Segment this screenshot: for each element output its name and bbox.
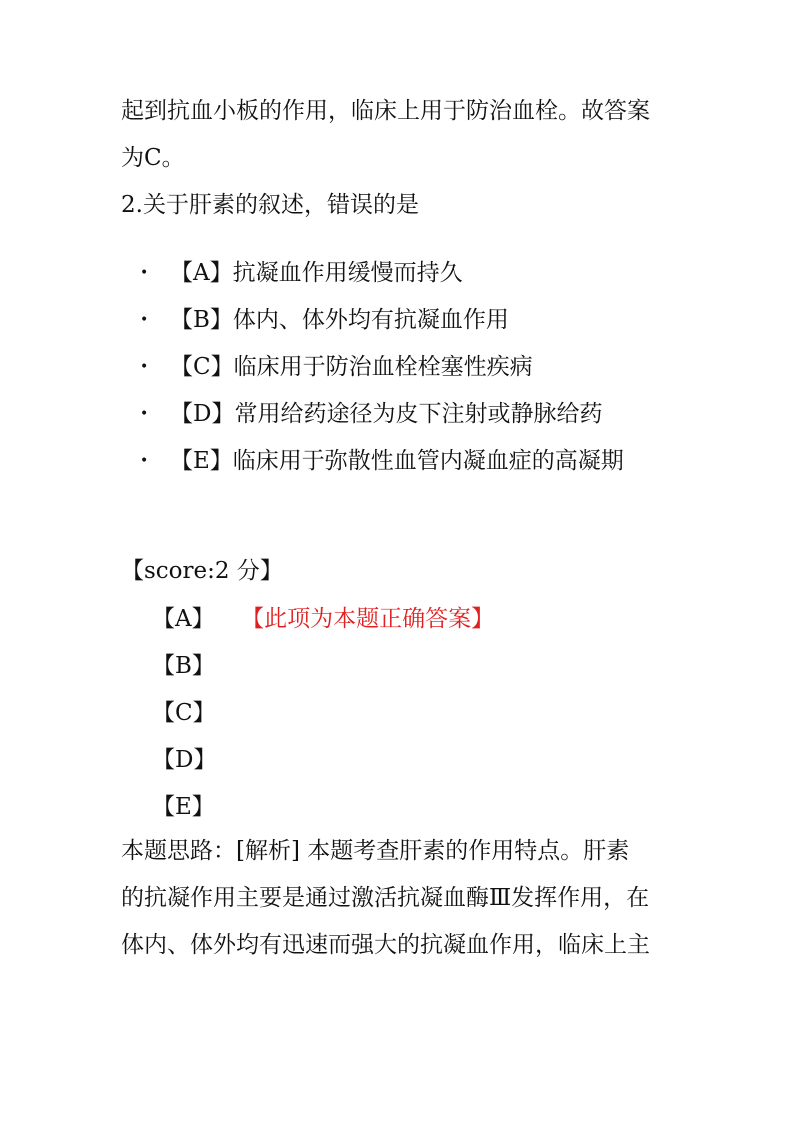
option-d [140, 391, 624, 438]
bullet-icon: • [140, 359, 149, 375]
bullet-icon: • [140, 406, 149, 422]
option-c [140, 344, 624, 391]
answer-b [152, 643, 494, 690]
intro-line-1: 起到抗血小板的作用，临床上用于防治血栓。故答案 [121, 98, 650, 124]
option-a [140, 250, 624, 297]
option-list [140, 250, 624, 485]
intro-line-2: 为C。 [121, 145, 185, 171]
answer-d [152, 737, 494, 784]
answer-label: 【E】 [152, 794, 215, 820]
answer-a [152, 596, 494, 643]
explanation-line-2: 的抗凝作用主要是通过激活抗凝血酶Ⅲ发挥作用，在 [121, 885, 650, 911]
explanation-paragraph [121, 828, 681, 969]
answer-label: 【A】 [152, 606, 215, 632]
bullet-icon: • [140, 265, 149, 281]
option-label: 【B】体内、体外均有抗凝血作用 [170, 307, 509, 333]
answer-e [152, 784, 494, 831]
answer-label: 【D】 [152, 747, 217, 773]
option-label: 【E】临床用于弥散性血管内凝血症的高凝期 [170, 448, 624, 474]
correct-answer-note: 【此项为本题正确答案】 [252, 606, 495, 632]
option-b [140, 297, 624, 344]
option-e [140, 438, 624, 485]
intro-paragraph [121, 88, 681, 182]
explanation-line-1: 本题思路：[解析] 本题考查肝素的作用特点。肝素 [121, 838, 630, 864]
option-label: 【D】常用给药途径为皮下注射或静脉给药 [170, 401, 603, 427]
bullet-icon: • [140, 312, 149, 328]
option-label: 【A】抗凝血作用缓慢而持久 [170, 260, 463, 286]
answer-label: 【C】 [152, 700, 216, 726]
answer-label: 【B】 [152, 653, 215, 679]
score-label: 【score:2 分】 [121, 558, 283, 584]
answer-list [152, 596, 494, 831]
bullet-icon: • [140, 453, 149, 469]
question-title: 2.关于肝素的叙述，错误的是 [121, 192, 419, 218]
option-label: 【C】临床用于防治血栓栓塞性疾病 [170, 354, 533, 380]
explanation-line-3: 体内、体外均有迅速而强大的抗凝血作用，临床上主 [121, 932, 650, 958]
answer-c [152, 690, 494, 737]
